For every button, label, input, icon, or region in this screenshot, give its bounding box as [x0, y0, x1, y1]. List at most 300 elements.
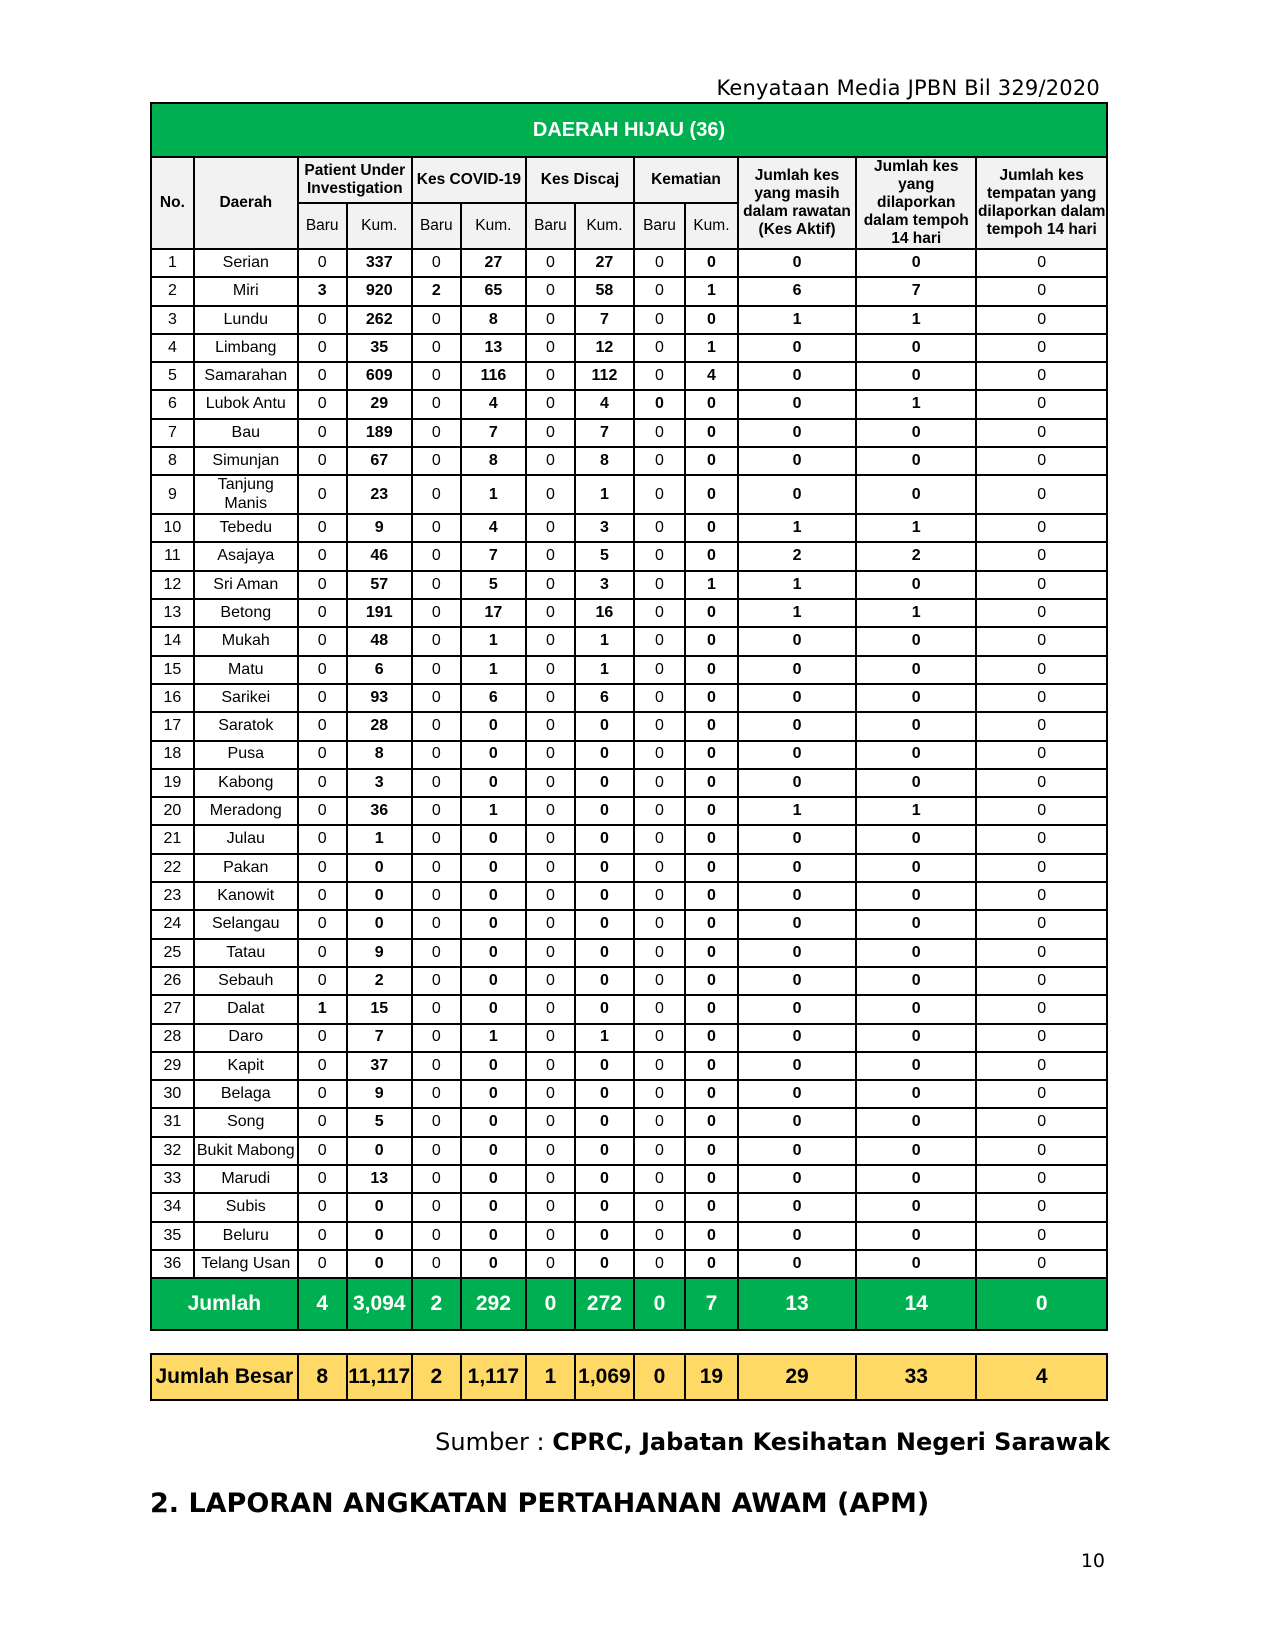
- value-cell: 0: [634, 797, 685, 825]
- col-subheader-baru: Baru: [634, 203, 685, 249]
- value-cell: 0: [412, 797, 461, 825]
- jumlah-cell: 14: [856, 1278, 976, 1330]
- jumlah-cell: 2: [412, 1278, 461, 1330]
- daerah-name-cell: Beluru: [194, 1222, 298, 1250]
- value-cell: 0: [575, 797, 634, 825]
- col-header-daerah: Daerah: [194, 157, 298, 249]
- value-cell: 0: [526, 712, 575, 740]
- value-cell: 27: [575, 249, 634, 277]
- value-cell: 0: [526, 995, 575, 1023]
- table-row: [151, 390, 1107, 418]
- daerah-name-cell: Selangau: [194, 910, 298, 938]
- value-cell: 0: [575, 1222, 634, 1250]
- table-gap: [151, 1330, 1107, 1354]
- table-row: [151, 1250, 1107, 1278]
- value-cell: 0: [634, 390, 685, 418]
- row-number-cell: 10: [151, 514, 194, 542]
- value-cell: 0: [298, 1024, 347, 1052]
- value-cell: 0: [976, 362, 1107, 390]
- daerah-name-cell: Meradong: [194, 797, 298, 825]
- value-cell: 1: [685, 571, 738, 599]
- value-cell: 7: [856, 277, 976, 305]
- value-cell: 0: [856, 334, 976, 362]
- table-title: DAERAH HIJAU (36): [151, 103, 1107, 157]
- jumlah-cell: 13: [738, 1278, 856, 1330]
- value-cell: 0: [685, 475, 738, 514]
- value-cell: 0: [298, 1080, 347, 1108]
- value-cell: 0: [298, 741, 347, 769]
- value-cell: 0: [526, 1193, 575, 1221]
- value-cell: 9: [347, 1080, 412, 1108]
- value-cell: 0: [976, 684, 1107, 712]
- value-cell: 0: [526, 447, 575, 475]
- value-cell: 1: [738, 306, 856, 334]
- value-cell: 0: [347, 882, 412, 910]
- jumlah-cell: 4: [298, 1278, 347, 1330]
- value-cell: 0: [634, 656, 685, 684]
- value-cell: 0: [976, 1080, 1107, 1108]
- value-cell: 0: [634, 741, 685, 769]
- value-cell: 9: [347, 939, 412, 967]
- value-cell: 0: [526, 475, 575, 514]
- value-cell: 0: [526, 882, 575, 910]
- value-cell: 0: [634, 627, 685, 655]
- value-cell: 0: [738, 712, 856, 740]
- value-cell: 0: [976, 306, 1107, 334]
- value-cell: 6: [738, 277, 856, 305]
- value-cell: 0: [976, 656, 1107, 684]
- value-cell: 0: [738, 475, 856, 514]
- row-number-cell: 18: [151, 741, 194, 769]
- value-cell: 1: [738, 514, 856, 542]
- value-cell: 0: [298, 390, 347, 418]
- value-cell: 0: [526, 854, 575, 882]
- value-cell: 0: [526, 1165, 575, 1193]
- value-cell: 1: [461, 475, 526, 514]
- value-cell: 0: [526, 627, 575, 655]
- value-cell: 28: [347, 712, 412, 740]
- value-cell: 0: [976, 249, 1107, 277]
- value-cell: 0: [976, 475, 1107, 514]
- col-subheader-baru: Baru: [526, 203, 575, 249]
- value-cell: 0: [976, 939, 1107, 967]
- value-cell: 0: [526, 797, 575, 825]
- table-row: [151, 249, 1107, 277]
- value-cell: 7: [461, 542, 526, 570]
- value-cell: 0: [298, 306, 347, 334]
- row-number-cell: 27: [151, 995, 194, 1023]
- value-cell: 0: [738, 362, 856, 390]
- value-cell: 0: [298, 684, 347, 712]
- section-heading: 2. LAPORAN ANGKATAN PERTAHANAN AWAM (APM): [150, 1488, 930, 1519]
- value-cell: 0: [685, 854, 738, 882]
- source-prefix: Sumber :: [435, 1428, 553, 1456]
- value-cell: 0: [575, 995, 634, 1023]
- value-cell: 16: [575, 599, 634, 627]
- value-cell: 0: [685, 542, 738, 570]
- value-cell: 12: [575, 334, 634, 362]
- value-cell: 0: [575, 910, 634, 938]
- value-cell: 3: [298, 277, 347, 305]
- value-cell: 0: [526, 362, 575, 390]
- table-row: [151, 1222, 1107, 1250]
- value-cell: 46: [347, 542, 412, 570]
- value-cell: 0: [412, 854, 461, 882]
- value-cell: 0: [412, 741, 461, 769]
- row-number-cell: 30: [151, 1080, 194, 1108]
- value-cell: 0: [412, 514, 461, 542]
- daerah-name-cell: Sarikei: [194, 684, 298, 712]
- value-cell: 0: [976, 1165, 1107, 1193]
- row-number-cell: 5: [151, 362, 194, 390]
- value-cell: 0: [634, 825, 685, 853]
- value-cell: 0: [461, 939, 526, 967]
- value-cell: 0: [347, 1193, 412, 1221]
- value-cell: 0: [976, 854, 1107, 882]
- value-cell: 0: [347, 1222, 412, 1250]
- value-cell: 0: [685, 1108, 738, 1136]
- table-row: [151, 599, 1107, 627]
- row-number-cell: 6: [151, 390, 194, 418]
- value-cell: 0: [856, 1024, 976, 1052]
- value-cell: 0: [976, 825, 1107, 853]
- value-cell: 0: [685, 712, 738, 740]
- jumlah-besar-cell: 1,069: [575, 1354, 634, 1400]
- jumlah-besar-cell: 1: [526, 1354, 575, 1400]
- table-row: [151, 684, 1107, 712]
- value-cell: 0: [412, 362, 461, 390]
- value-cell: 0: [976, 1137, 1107, 1165]
- daerah-name-cell: Tanjung Manis: [194, 475, 298, 514]
- daerah-name-cell: Song: [194, 1108, 298, 1136]
- daerah-name-cell: Miri: [194, 277, 298, 305]
- daerah-name-cell: Mukah: [194, 627, 298, 655]
- value-cell: 0: [976, 995, 1107, 1023]
- value-cell: 0: [856, 571, 976, 599]
- value-cell: 0: [634, 1052, 685, 1080]
- value-cell: 0: [634, 882, 685, 910]
- value-cell: 0: [526, 542, 575, 570]
- value-cell: 0: [575, 939, 634, 967]
- value-cell: 58: [575, 277, 634, 305]
- value-cell: 0: [461, 1250, 526, 1278]
- daerah-name-cell: Pakan: [194, 854, 298, 882]
- daerah-name-cell: Asajaya: [194, 542, 298, 570]
- value-cell: 0: [298, 1052, 347, 1080]
- value-cell: 48: [347, 627, 412, 655]
- value-cell: 0: [526, 1108, 575, 1136]
- value-cell: 0: [976, 514, 1107, 542]
- value-cell: 5: [461, 571, 526, 599]
- value-cell: 1: [461, 797, 526, 825]
- value-cell: 0: [526, 249, 575, 277]
- table-row: [151, 362, 1107, 390]
- table-row: [151, 712, 1107, 740]
- value-cell: 0: [685, 447, 738, 475]
- value-cell: 0: [856, 967, 976, 995]
- row-number-cell: 7: [151, 419, 194, 447]
- col-header-covid: Kes COVID-19: [412, 157, 526, 203]
- value-cell: 4: [461, 390, 526, 418]
- value-cell: 0: [685, 910, 738, 938]
- daerah-name-cell: Tatau: [194, 939, 298, 967]
- value-cell: 0: [976, 447, 1107, 475]
- value-cell: 0: [634, 475, 685, 514]
- row-number-cell: 9: [151, 475, 194, 514]
- value-cell: 0: [526, 571, 575, 599]
- table-row: [151, 797, 1107, 825]
- row-number-cell: 8: [151, 447, 194, 475]
- document-header-reference: Kenyataan Media JPBN Bil 329/2020: [716, 76, 1100, 100]
- daerah-name-cell: Bukit Mabong: [194, 1137, 298, 1165]
- value-cell: 0: [526, 656, 575, 684]
- table-row: [151, 769, 1107, 797]
- daerah-name-cell: Julau: [194, 825, 298, 853]
- value-cell: 337: [347, 249, 412, 277]
- value-cell: 262: [347, 306, 412, 334]
- value-cell: 0: [526, 390, 575, 418]
- value-cell: 0: [738, 390, 856, 418]
- daerah-name-cell: Tebedu: [194, 514, 298, 542]
- value-cell: 0: [575, 854, 634, 882]
- value-cell: 7: [461, 419, 526, 447]
- value-cell: 2: [738, 542, 856, 570]
- row-number-cell: 25: [151, 939, 194, 967]
- value-cell: 0: [526, 741, 575, 769]
- jumlah-label: Jumlah: [151, 1278, 298, 1330]
- value-cell: 0: [685, 1080, 738, 1108]
- value-cell: 0: [685, 514, 738, 542]
- value-cell: 0: [856, 1222, 976, 1250]
- table-row: [151, 825, 1107, 853]
- daerah-name-cell: Matu: [194, 656, 298, 684]
- row-number-cell: 29: [151, 1052, 194, 1080]
- row-number-cell: 24: [151, 910, 194, 938]
- value-cell: 0: [976, 571, 1107, 599]
- value-cell: 0: [976, 910, 1107, 938]
- row-number-cell: 12: [151, 571, 194, 599]
- value-cell: 0: [634, 277, 685, 305]
- row-number-cell: 20: [151, 797, 194, 825]
- value-cell: 0: [298, 1250, 347, 1278]
- daerah-hijau-table-container: [150, 102, 1108, 1401]
- value-cell: 0: [685, 627, 738, 655]
- value-cell: 0: [685, 741, 738, 769]
- value-cell: 0: [526, 277, 575, 305]
- value-cell: 29: [347, 390, 412, 418]
- value-cell: 0: [634, 1165, 685, 1193]
- value-cell: 0: [738, 447, 856, 475]
- value-cell: 0: [634, 419, 685, 447]
- value-cell: 0: [412, 825, 461, 853]
- col-subheader-kum: Kum.: [575, 203, 634, 249]
- jumlah-besar-cell: 11,117: [347, 1354, 412, 1400]
- value-cell: 0: [526, 967, 575, 995]
- value-cell: 0: [412, 1193, 461, 1221]
- value-cell: 0: [634, 599, 685, 627]
- value-cell: 0: [856, 249, 976, 277]
- value-cell: 0: [298, 712, 347, 740]
- value-cell: 0: [412, 1137, 461, 1165]
- value-cell: 1: [685, 277, 738, 305]
- value-cell: 0: [634, 854, 685, 882]
- daerah-name-cell: Serian: [194, 249, 298, 277]
- col-header-tempatan: Jumlah kes tempatan yang dilaporkan dalam tempoh 14 hari: [976, 157, 1107, 249]
- table-row: [151, 1193, 1107, 1221]
- value-cell: 0: [685, 825, 738, 853]
- row-number-cell: 23: [151, 882, 194, 910]
- value-cell: 0: [347, 1137, 412, 1165]
- jumlah-cell: 272: [575, 1278, 634, 1330]
- value-cell: 7: [575, 419, 634, 447]
- value-cell: 0: [298, 967, 347, 995]
- value-cell: 0: [856, 656, 976, 684]
- table-row: [151, 1080, 1107, 1108]
- jumlah-besar-cell: 1,117: [461, 1354, 526, 1400]
- row-number-cell: 26: [151, 967, 194, 995]
- col-header-pui: Patient Under Investigation: [298, 157, 412, 203]
- value-cell: 0: [634, 1137, 685, 1165]
- col-header-kematian: Kematian: [634, 157, 738, 203]
- value-cell: 0: [856, 995, 976, 1023]
- value-cell: 0: [685, 1137, 738, 1165]
- daerah-name-cell: Lubok Antu: [194, 390, 298, 418]
- row-number-cell: 3: [151, 306, 194, 334]
- value-cell: 0: [976, 712, 1107, 740]
- jumlah-besar-cell: 2: [412, 1354, 461, 1400]
- value-cell: 191: [347, 599, 412, 627]
- value-cell: 0: [685, 599, 738, 627]
- value-cell: 0: [461, 1222, 526, 1250]
- value-cell: 1: [575, 656, 634, 684]
- table-row: [151, 514, 1107, 542]
- value-cell: 0: [412, 995, 461, 1023]
- value-cell: 0: [738, 656, 856, 684]
- value-cell: 0: [298, 1137, 347, 1165]
- value-cell: 3: [575, 514, 634, 542]
- col-subheader-kum: Kum.: [347, 203, 412, 249]
- value-cell: 93: [347, 684, 412, 712]
- value-cell: 0: [685, 1052, 738, 1080]
- row-number-cell: 2: [151, 277, 194, 305]
- value-cell: 0: [412, 334, 461, 362]
- value-cell: 0: [298, 1193, 347, 1221]
- value-cell: 0: [856, 741, 976, 769]
- value-cell: 0: [412, 656, 461, 684]
- value-cell: 0: [461, 1193, 526, 1221]
- value-cell: 0: [856, 910, 976, 938]
- table-row: [151, 447, 1107, 475]
- value-cell: 15: [347, 995, 412, 1023]
- source-text: CPRC, Jabatan Kesihatan Negeri Sarawak: [552, 1428, 1110, 1456]
- value-cell: 0: [976, 334, 1107, 362]
- value-cell: 0: [738, 1052, 856, 1080]
- value-cell: 0: [738, 1222, 856, 1250]
- value-cell: 0: [347, 910, 412, 938]
- daerah-name-cell: Betong: [194, 599, 298, 627]
- value-cell: 0: [976, 419, 1107, 447]
- table-row: [151, 995, 1107, 1023]
- value-cell: 0: [738, 1080, 856, 1108]
- value-cell: 0: [976, 627, 1107, 655]
- value-cell: 0: [412, 390, 461, 418]
- table-row: [151, 277, 1107, 305]
- value-cell: 1: [685, 334, 738, 362]
- value-cell: 0: [298, 475, 347, 514]
- value-cell: 0: [412, 1222, 461, 1250]
- jumlah-besar-cell: 0: [634, 1354, 685, 1400]
- daerah-name-cell: Telang Usan: [194, 1250, 298, 1278]
- value-cell: 1: [347, 825, 412, 853]
- value-cell: 0: [976, 599, 1107, 627]
- value-cell: 0: [856, 1193, 976, 1221]
- value-cell: 112: [575, 362, 634, 390]
- value-cell: 0: [526, 1250, 575, 1278]
- value-cell: 0: [685, 1222, 738, 1250]
- row-number-cell: 16: [151, 684, 194, 712]
- value-cell: 0: [526, 599, 575, 627]
- value-cell: 0: [738, 419, 856, 447]
- value-cell: 57: [347, 571, 412, 599]
- table-row: [151, 741, 1107, 769]
- value-cell: 0: [738, 249, 856, 277]
- value-cell: 0: [412, 542, 461, 570]
- table-row: [151, 419, 1107, 447]
- daerah-name-cell: Samarahan: [194, 362, 298, 390]
- value-cell: 0: [526, 306, 575, 334]
- value-cell: 0: [976, 277, 1107, 305]
- value-cell: 4: [575, 390, 634, 418]
- value-cell: 0: [738, 684, 856, 712]
- jumlah-cell: 7: [685, 1278, 738, 1330]
- row-number-cell: 28: [151, 1024, 194, 1052]
- value-cell: 0: [685, 419, 738, 447]
- value-cell: 0: [412, 447, 461, 475]
- value-cell: 0: [634, 769, 685, 797]
- value-cell: 0: [526, 769, 575, 797]
- daerah-hijau-table: [150, 102, 1108, 1401]
- value-cell: 0: [298, 419, 347, 447]
- value-cell: 0: [856, 882, 976, 910]
- value-cell: 0: [856, 1250, 976, 1278]
- daerah-name-cell: Sri Aman: [194, 571, 298, 599]
- jumlah-cell: 0: [634, 1278, 685, 1330]
- jumlah-cell: 3,094: [347, 1278, 412, 1330]
- jumlah-besar-row: [151, 1354, 1107, 1400]
- col-subheader-baru: Baru: [412, 203, 461, 249]
- value-cell: 0: [575, 1165, 634, 1193]
- value-cell: 0: [298, 854, 347, 882]
- value-cell: 0: [526, 910, 575, 938]
- col-header-no: No.: [151, 157, 194, 249]
- value-cell: 6: [575, 684, 634, 712]
- value-cell: 0: [412, 967, 461, 995]
- value-cell: 0: [575, 1193, 634, 1221]
- table-row: [151, 967, 1107, 995]
- value-cell: 0: [461, 854, 526, 882]
- page-number: 10: [1080, 1550, 1105, 1572]
- value-cell: 0: [575, 882, 634, 910]
- jumlah-besar-cell: 8: [298, 1354, 347, 1400]
- value-cell: 0: [685, 656, 738, 684]
- value-cell: 0: [685, 797, 738, 825]
- value-cell: 0: [976, 1193, 1107, 1221]
- value-cell: 0: [738, 1193, 856, 1221]
- jumlah-besar-cell: 33: [856, 1354, 976, 1400]
- value-cell: 0: [685, 769, 738, 797]
- value-cell: 0: [412, 882, 461, 910]
- value-cell: 67: [347, 447, 412, 475]
